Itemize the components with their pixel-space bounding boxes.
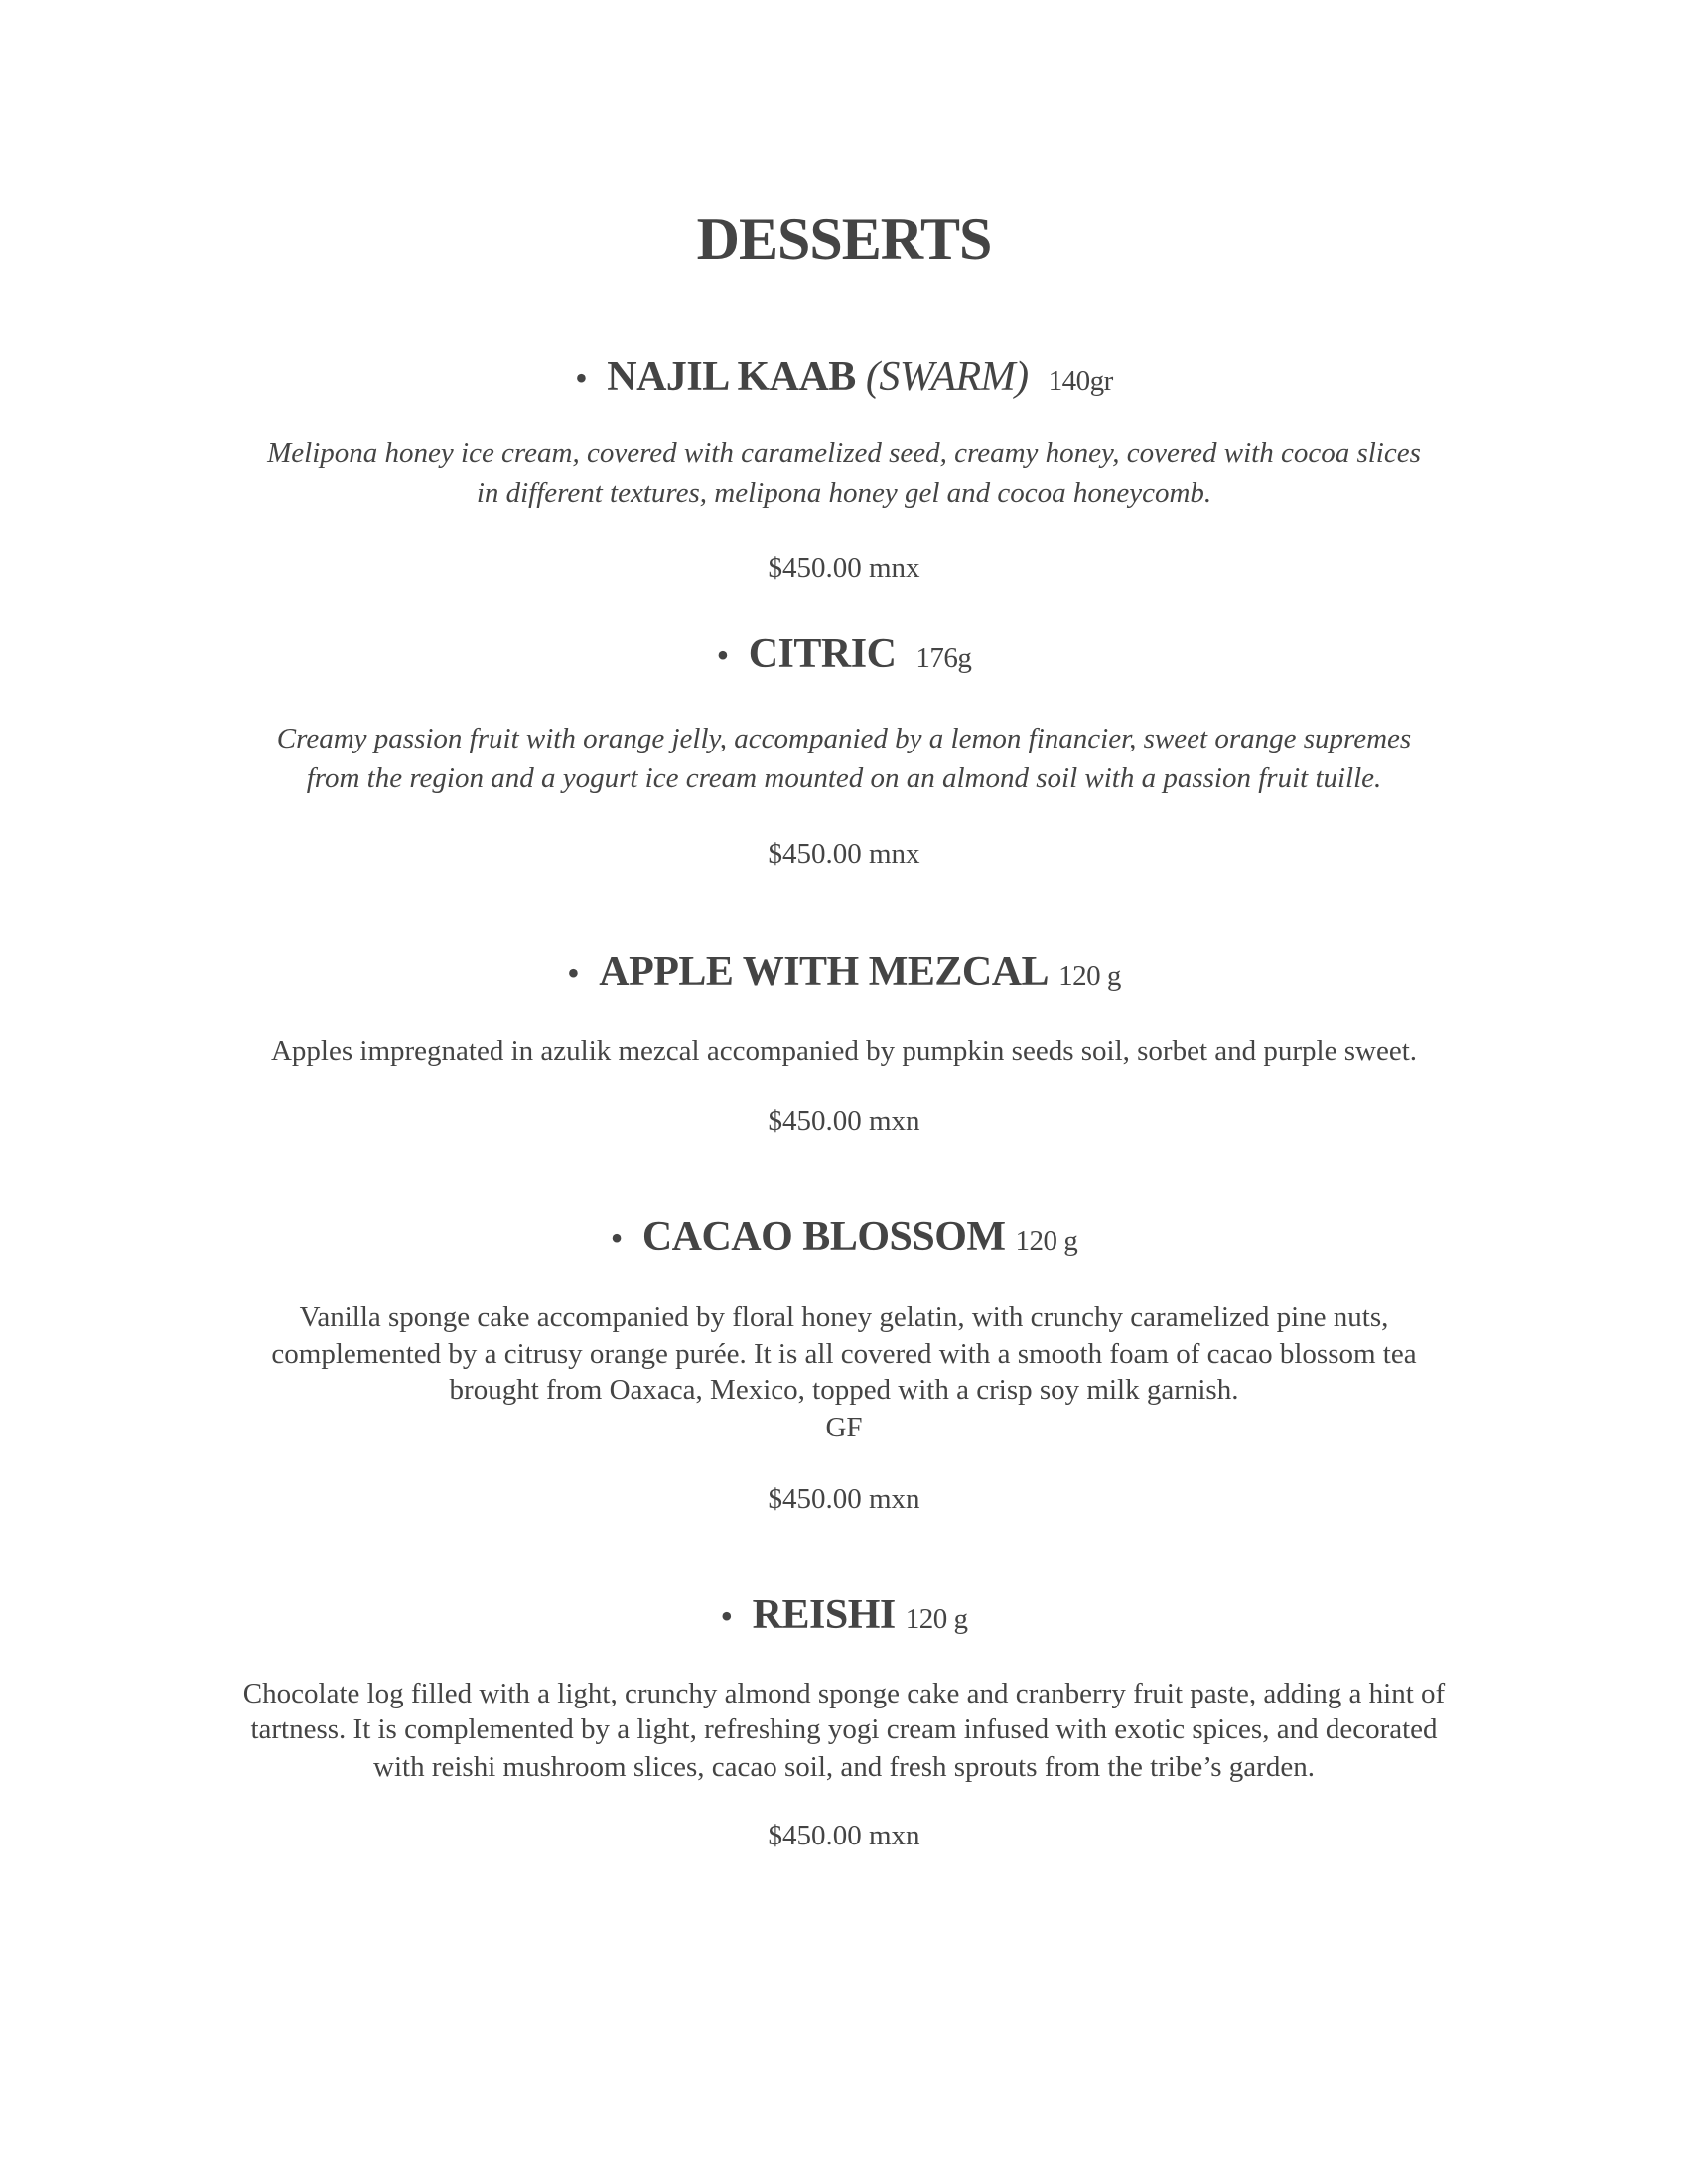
- item-weight: 140gr: [1048, 365, 1113, 397]
- item-description-line: tartness. It is complemented by a light, refreshing yogi cream infused with exotic spices, and decorated: [250, 1713, 1438, 1745]
- bullet-icon: •: [716, 635, 729, 675]
- item-name: NAJIL KAAB: [607, 354, 856, 400]
- dietary-tag-gf: GF: [825, 1412, 863, 1443]
- item-price: $450.00 mxn: [768, 1105, 920, 1137]
- item-price: $450.00 mxn: [768, 1820, 920, 1851]
- item-weight: 176g: [915, 642, 972, 674]
- item-name: CACAO BLOSSOM: [641, 1214, 1006, 1260]
- menu-item-heading-reishi: [0, 1590, 1688, 1640]
- bullet-icon: •: [567, 953, 580, 993]
- bullet-icon: •: [575, 358, 588, 398]
- item-name: CITRIC: [748, 631, 897, 677]
- item-description-line: Melipona honey ice cream, covered with caramelized seed, creamy honey, covered with cocoa slices: [267, 437, 1421, 469]
- page-title: DESSERTS: [696, 206, 992, 272]
- menu-item-heading-najil-kaab: [0, 352, 1688, 402]
- item-weight: 120 g: [905, 1603, 968, 1635]
- item-price: $450.00 mnx: [768, 552, 920, 584]
- item-description-line: complemented by a citrusy orange purée. It is all covered with a smooth foam of cacao blossom tea: [271, 1338, 1417, 1370]
- bullet-icon: •: [610, 1218, 623, 1258]
- item-description-line: Creamy passion fruit with orange jelly, accompanied by a lemon financier, sweet orange supremes: [276, 723, 1412, 754]
- item-description-line: in different textures, melipona honey gel and cocoa honeycomb.: [476, 478, 1212, 509]
- item-price: $450.00 mnx: [768, 838, 920, 870]
- item-description-line: brought from Oaxaca, Mexico, topped with a crisp soy milk garnish.: [449, 1374, 1239, 1406]
- item-alt-name: (SWARM): [865, 354, 1029, 400]
- item-description-line: Vanilla sponge cake accompanied by floral honey gelatin, with crunchy caramelized pine nuts,: [299, 1301, 1389, 1333]
- item-description-line: Apples impregnated in azulik mezcal accompanied by pumpkin seeds soil, sorbet and purple sweet.: [270, 1035, 1418, 1067]
- menu-item-heading-citric: [0, 629, 1688, 679]
- menu-item-heading-apple-with-mezcal: [0, 947, 1688, 997]
- item-weight: 120 g: [1015, 1225, 1078, 1257]
- item-price: $450.00 mxn: [768, 1483, 920, 1515]
- item-weight: 120 g: [1058, 960, 1121, 992]
- item-description-line: with reishi mushroom slices, cacao soil, and fresh sprouts from the tribe’s garden.: [373, 1751, 1315, 1783]
- bullet-icon: •: [720, 1596, 733, 1636]
- item-name: APPLE WITH MEZCAL: [599, 949, 1050, 995]
- item-description-line: Chocolate log filled with a light, crunchy almond sponge cake and cranberry fruit paste, adding a hint of: [242, 1678, 1446, 1709]
- item-description-line: from the region and a yogurt ice cream mounted on an almond soil with a passion fruit tuille.: [306, 762, 1382, 794]
- menu-item-heading-cacao-blossom: [0, 1212, 1688, 1262]
- item-name: REISHI: [752, 1592, 896, 1638]
